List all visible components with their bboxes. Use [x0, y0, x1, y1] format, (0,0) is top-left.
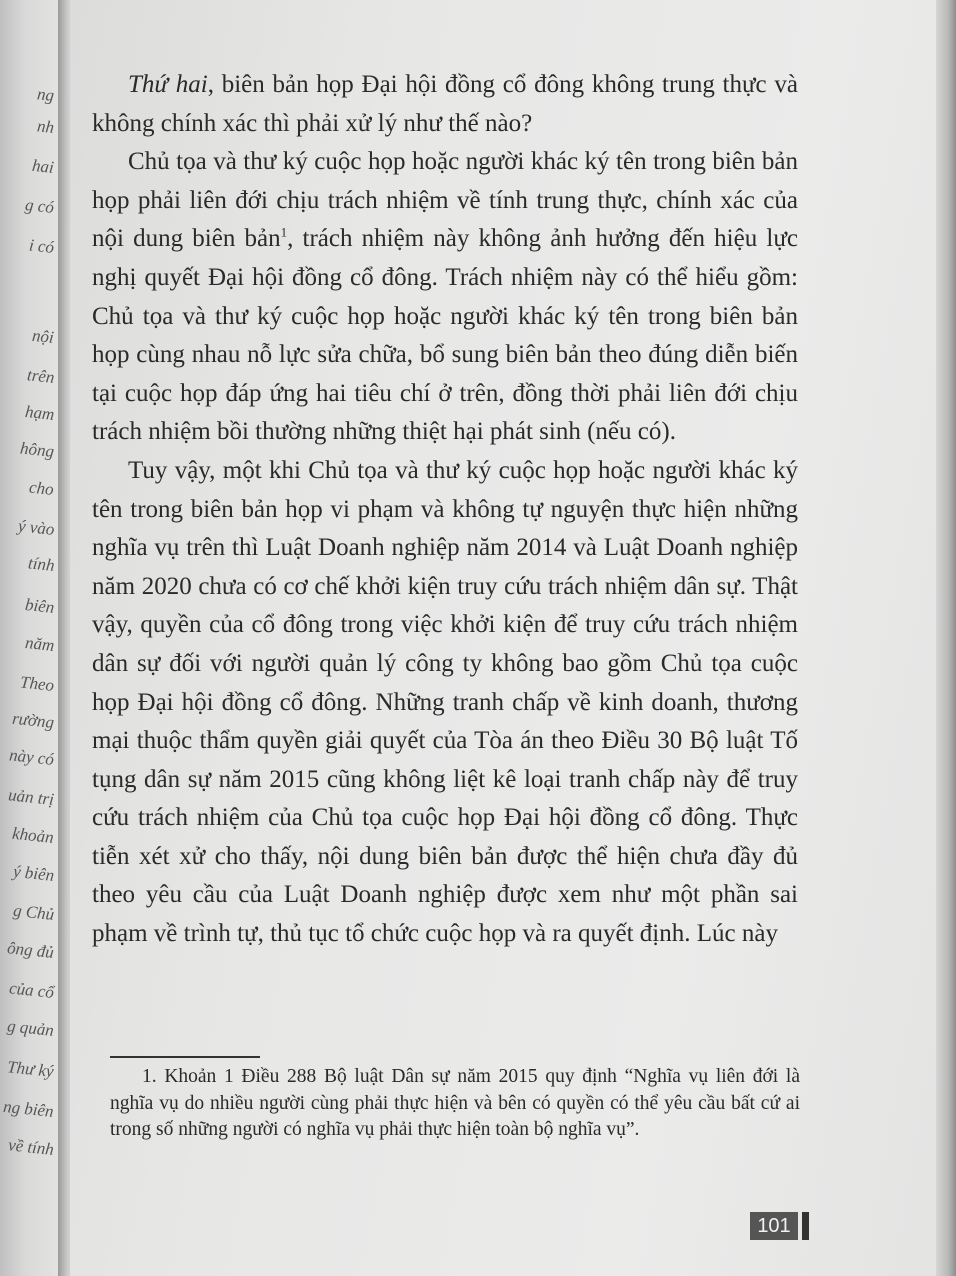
- left-page-fragment: g có: [24, 195, 56, 217]
- paragraph-2-text-start: Chủ tọa và thư ký cuộc họp hoặc người khác ký tên trong biên bản họp phải liên đới chịu trách nhiệm về tính trung thực, chính xác của nội dung biên bản: [92, 148, 798, 253]
- paragraph-2: [92, 143, 798, 452]
- left-page-fragment: năm: [23, 632, 56, 655]
- paragraph-1-text: , biên bản họp Đại hội đồng cổ đông không trung thực và không chính xác thì phải xử lý như thế nào?: [92, 71, 798, 137]
- left-page-fragment: ý biên: [12, 861, 56, 885]
- left-page-fragment: về tính: [7, 1135, 56, 1159]
- paragraph-1: [92, 66, 798, 143]
- paragraph-2-text-end: , trách nhiệm này không ảnh hưởng đến hiệu lực nghị quyết Đại hội đồng cổ đông. Trách nhiệm này có thể hiểu gồm: Chủ tọa và thư ký cuộc họp hoặc người khác ký tên trong biên bản họp cùng nhau nỗ lực sửa chữa, bổ sung biên bản theo đúng diễn biến tại cuộc họp đáp ứng hai tiêu chí ở trên, đồng thời phải liên đới chịu trách nhiệm bồi thường những thiệt hại phát sinh (nếu có).: [92, 225, 798, 446]
- paragraph-1-italic-lead: Thứ hai: [128, 71, 208, 98]
- left-page-fragment: nội: [31, 325, 56, 347]
- footnote-marker: 1: [280, 225, 288, 241]
- left-page-fragment: khoản: [11, 823, 56, 847]
- left-page-fragment: nh: [36, 116, 56, 137]
- left-page-fragment: i có: [28, 235, 56, 257]
- left-page-fragment: hai: [31, 155, 56, 177]
- left-page-fragment: của cổ: [8, 978, 56, 1002]
- left-page-fragment: cho: [28, 477, 56, 499]
- left-page-fragment: Theo: [19, 672, 56, 695]
- left-page-fragment: ng biên: [2, 1096, 56, 1121]
- left-page-fragment: hạm: [23, 401, 56, 424]
- left-page-fragment: ông đủ: [6, 938, 56, 962]
- footnote-separator: [110, 1056, 260, 1058]
- left-page-fragment: hông: [19, 438, 56, 461]
- previous-page-edge: [0, 0, 62, 1276]
- left-page-fragment: Thư ký: [6, 1057, 56, 1081]
- left-page-fragment: ng: [36, 84, 56, 105]
- body-text: [92, 66, 798, 954]
- footnote-text: 1. Khoản 1 Điều 288 Bộ luật Dân sự năm 2015 quy định “Nghĩa vụ liên đới là nghĩa vụ do nhiều người cùng phải thực hiện và bên có quyền có thể yêu cầu bất cứ ai trong số những người có nghĩa vụ phải thực hiện toàn bộ nghĩa vụ”.: [110, 1066, 800, 1140]
- left-page-fragment: uản trị: [7, 785, 56, 809]
- left-page-fragment: rường: [11, 708, 56, 732]
- left-page-fragment: g quản: [6, 1016, 56, 1040]
- left-page-fragment: tính: [26, 553, 56, 575]
- page-number: 101: [750, 1212, 798, 1240]
- left-page-fragment: biên: [23, 594, 56, 617]
- left-page-fragment: trên: [25, 365, 56, 387]
- left-page-fragment: này có: [8, 745, 56, 769]
- footnote: [110, 1064, 800, 1144]
- page-number-bar: [802, 1212, 809, 1240]
- left-page-fragment: ý vào: [16, 516, 56, 539]
- left-page-fragment: g Chủ: [12, 900, 56, 924]
- page-edge-stack: [936, 0, 956, 1276]
- paragraph-3: Tuy vậy, một khi Chủ tọa và thư ký cuộc họp hoặc người khác ký tên trong biên bản họp vi phạm và không tự nguyện thực hiện những nghĩa vụ trên thì Luật Doanh nghiệp năm 2014 và Luật Doanh nghiệp năm 2020 chưa có cơ chế khởi kiện truy cứu trách nhiệm dân sự. Thật vậy, quyền của cổ đông trong việc khởi kiện để truy cứu trách nhiệm dân sự đối với người quản lý công ty không bao gồm Chủ tọa cuộc họp Đại hội đồng cổ đông. Những tranh chấp về kinh doanh, thương mại thuộc thẩm quyền giải quyết của Tòa án theo Điều 30 Bộ luật Tố tụng dân sự năm 2015 cũng không liệt kê loại tranh chấp này để truy cứu trách nhiệm của Chủ tọa cuộc họp Đại hội đồng cổ đông. Thực tiễn xét xử cho thấy, nội dung biên bản được thể hiện chưa đầy đủ theo yêu cầu của Luật Doanh nghiệp được xem như một phần sai phạm về trình tự, thủ tục tổ chức cuộc họp và ra quyết định. Lúc này: [92, 456, 798, 948]
